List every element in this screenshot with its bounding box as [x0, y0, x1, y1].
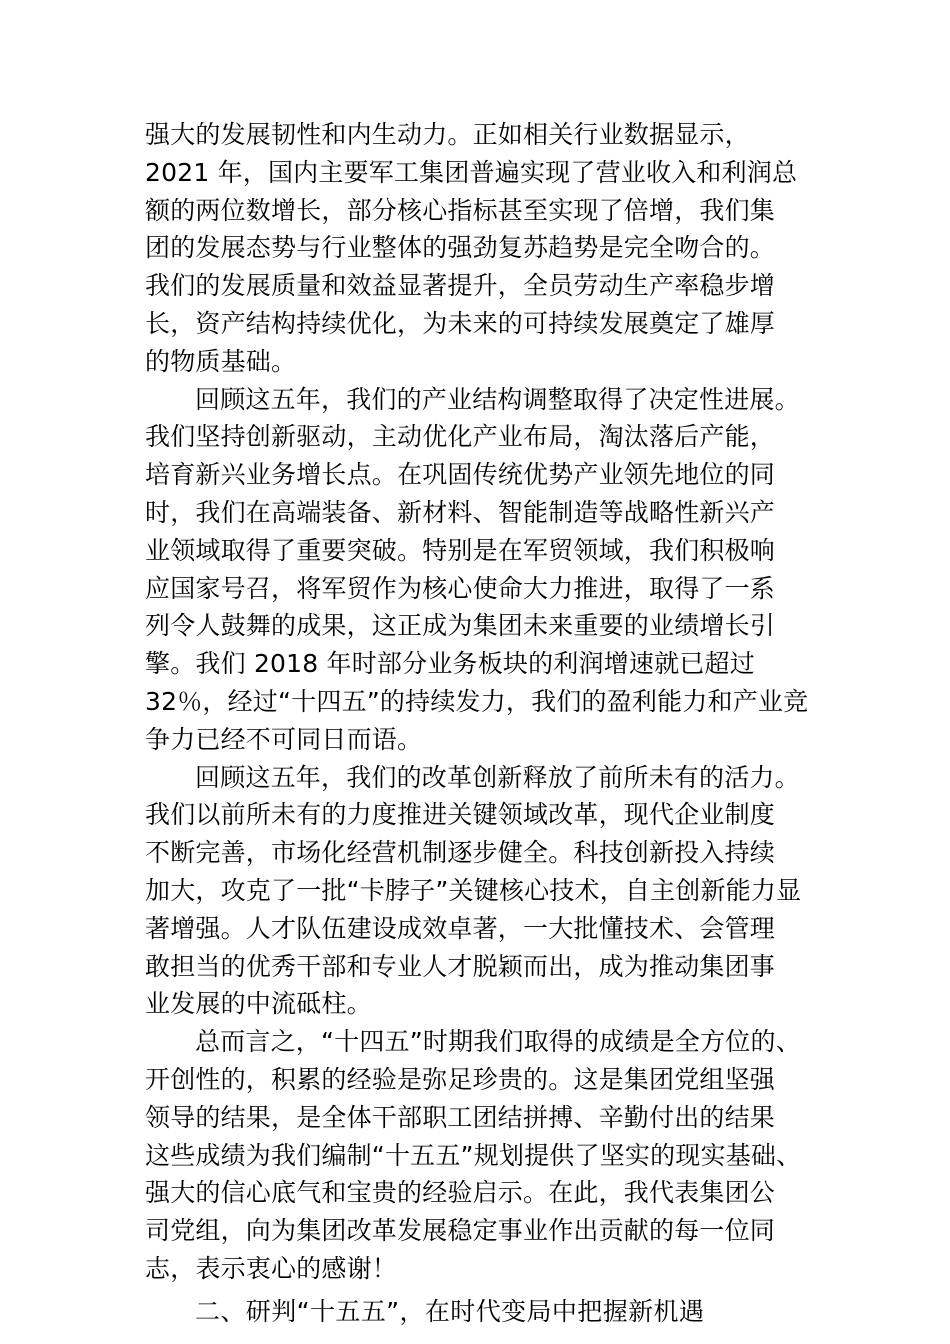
text-line: 强大的发展韧性和内生动力。正如相关行业数据显示，: [145, 120, 750, 149]
text-line: 业发展的中流砥柱。: [145, 989, 372, 1019]
text-line: 的物质基础。: [145, 346, 297, 376]
text-line: 著增强。人才队伍建设成效卓著，一大批懂技术、会管理: [145, 913, 776, 943]
text-line: 总而言之，“十四五”时期我们取得的成绩是全方位的、: [195, 1027, 801, 1057]
text-line: 列令人鼓舞的成果，这正成为集团未来重要的业绩增长引: [145, 611, 776, 641]
paragraph-3: [145, 759, 835, 1024]
text-line: 团的发展态势与行业整体的强劲复苏趋势是完全吻合的。: [145, 233, 776, 263]
text-line: 2021 年，国内主要军工集团普遍实现了营业收入和利润总: [145, 157, 798, 187]
document-body: [145, 116, 835, 1332]
text-line: 志，表示衷心的感谢！: [145, 1253, 398, 1283]
section-heading: 二、研判“十五五”，在时代变局中把握新机遇: [195, 1296, 705, 1326]
text-line: 领导的结果，是全体干部职工团结拼搏、辛勤付出的结果: [145, 1102, 776, 1132]
text-line: 强大的信心底气和宝贵的经验启示。在此，我代表集团公: [145, 1178, 776, 1208]
text-line: 不断完善，市场化经营机制逐步健全。科技创新投入持续: [145, 838, 776, 868]
text-line: 擎。我们 2018 年时部分业务板块的利润增速就已超过: [145, 649, 755, 679]
text-line: 司党组，向为集团改革发展稳定事业作出贡献的每一位同: [145, 1216, 776, 1246]
text-line: 争力已经不可同日而语。: [145, 724, 423, 754]
text-line: 开创性的，积累的经验是弥足珍贵的。这是集团党组坚强: [145, 1064, 776, 1094]
text-line: 回顾这五年，我们的产业结构调整取得了决定性进展。: [195, 384, 800, 414]
text-line: 我们坚持创新驱动，主动优化产业布局，淘汰落后产能，: [145, 422, 776, 452]
text-line: 加大，攻克了一批“卡脖子”关键核心技术，自主创新能力显: [145, 875, 802, 905]
paragraph-1: [145, 116, 835, 381]
text-line: 敢担当的优秀干部和专业人才脱颖而出，成为推动集团事: [145, 951, 776, 981]
text-line: 额的两位数增长，部分核心指标甚至实现了倍增，我们集: [145, 195, 776, 225]
paragraph-4: [145, 1023, 835, 1288]
text-line: 应国家号召，将军贸作为核心使命大力推进，取得了一系: [145, 573, 776, 603]
text-line: 32％，经过“十四五”的持续发力，我们的盈利能力和产业竞: [145, 686, 809, 716]
text-line: 培育新兴业务增长点。在巩固传统优势产业领先地位的同: [145, 460, 776, 490]
text-line: 我们的发展质量和效益显著提升，全员劳动生产率稳步增: [145, 271, 776, 301]
text-line: 这些成绩为我们编制“十五五”规划提供了坚实的现实基础、: [145, 1140, 802, 1170]
text-line: 时，我们在高端装备、新材料、智能制造等战略性新兴产: [145, 497, 776, 527]
text-line: 回顾这五年，我们的改革创新释放了前所未有的活力。: [195, 762, 800, 792]
text-line: 业领域取得了重要突破。特别是在军贸领域，我们积极响: [145, 535, 776, 565]
paragraph-2: [145, 381, 835, 759]
text-line: 我们以前所未有的力度推进关键领域改革，现代企业制度: [145, 800, 776, 830]
text-line: 长，资产结构持续优化，为未来的可持续发展奠定了雄厚: [145, 308, 776, 338]
